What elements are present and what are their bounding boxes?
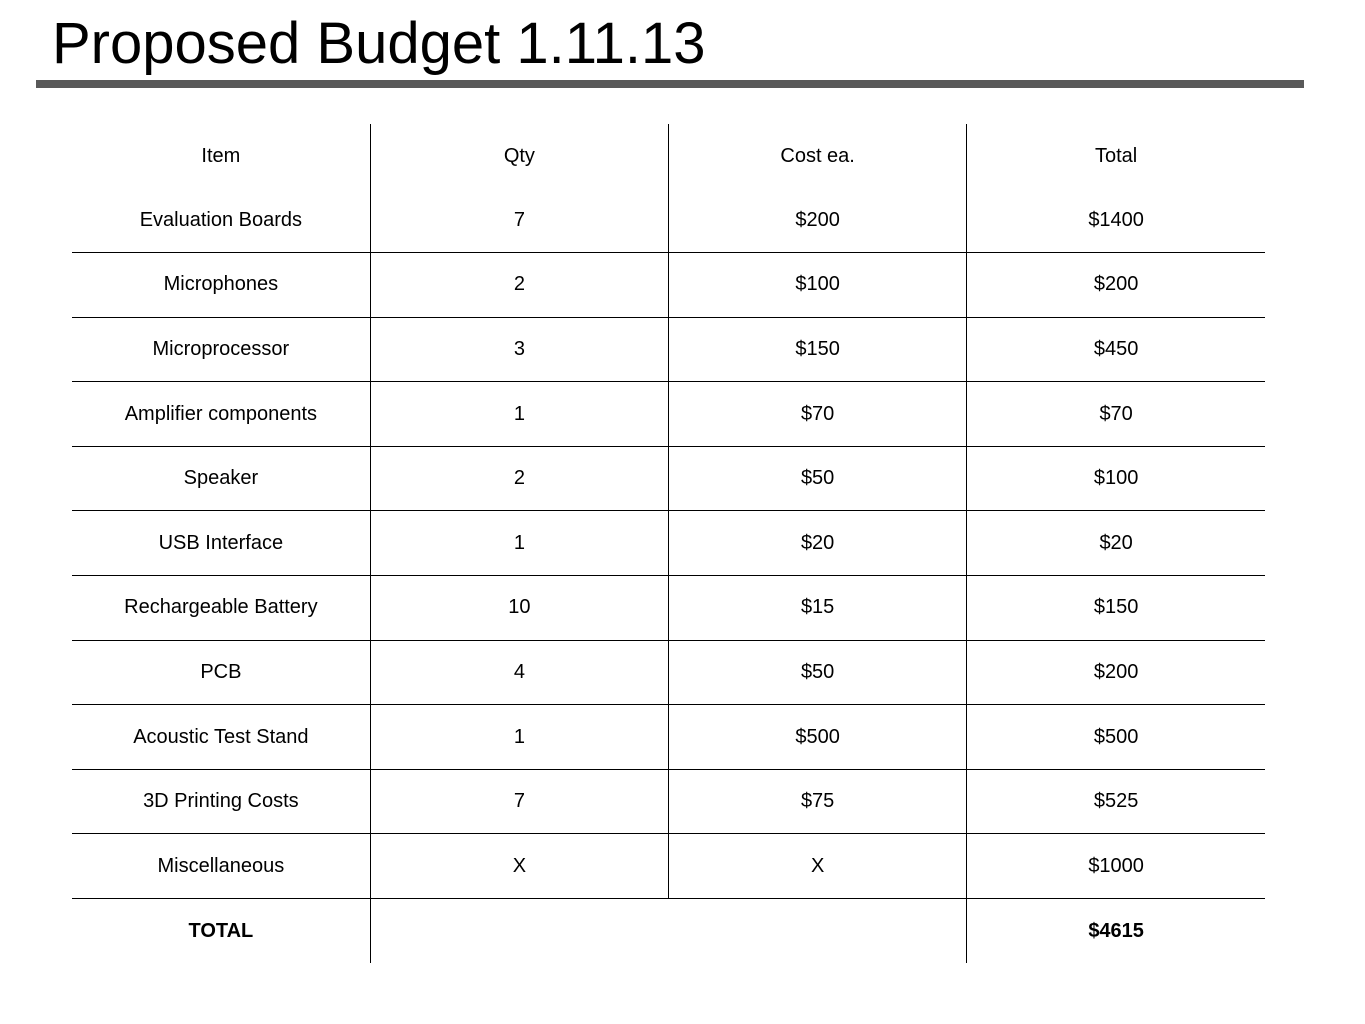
cell-qty: 2 [370,446,668,511]
table-header-row [72,124,1265,188]
cell-total: $1000 [967,834,1265,899]
table-row [72,705,1265,770]
cell-cost-each: $70 [669,382,967,447]
cell-item: 3D Printing Costs [72,769,370,834]
cell-cost-each: $200 [669,188,967,253]
cell-cost-each: $500 [669,705,967,770]
header-qty: Qty [370,124,668,188]
total-row [72,899,1265,964]
cell-cost-each: $100 [669,253,967,318]
cell-total: $525 [967,769,1265,834]
cell-qty: 7 [370,188,668,253]
cell-qty: 3 [370,317,668,382]
table-row [72,640,1265,705]
total-empty-cell [370,899,967,964]
cell-item: Microphones [72,253,370,318]
table-row [72,576,1265,641]
cell-qty: 1 [370,705,668,770]
cell-qty: X [370,834,668,899]
table-row [72,511,1265,576]
cell-qty: 7 [370,769,668,834]
cell-cost-each: $15 [669,576,967,641]
cell-total: $450 [967,317,1265,382]
cell-cost-each: $20 [669,511,967,576]
cell-item: Evaluation Boards [139,208,303,231]
cell-cost-each: $50 [669,640,967,705]
cell-cost-each: $150 [669,317,967,382]
table-row [72,317,1265,382]
header-item: Item [201,144,241,167]
table-row [72,446,1265,511]
total-label: TOTAL [72,899,370,964]
cell-item: Rechargeable Battery [72,576,370,641]
cell-item: PCB [72,640,370,705]
cell-item: Microprocessor [72,317,370,382]
cell-total: $200 [967,253,1265,318]
table-row [72,253,1265,318]
cell-qty: 2 [370,253,668,318]
slide-title: Proposed Budget 1.11.13 [52,11,706,76]
cell-total: $200 [967,640,1265,705]
cell-total: $500 [967,705,1265,770]
header-total: Total [967,124,1265,188]
cell-total: $150 [967,576,1265,641]
cell-qty: 10 [370,576,668,641]
cell-qty: 1 [370,382,668,447]
cell-total: $20 [967,511,1265,576]
cell-total: $100 [967,446,1265,511]
title-rule [36,80,1304,88]
cell-cost-each: X [669,834,967,899]
cell-qty: 1 [370,511,668,576]
cell-item: USB Interface [72,511,370,576]
cell-item: Acoustic Test Stand [72,705,370,770]
total-value: $4615 [967,899,1265,964]
cell-cost-each: $50 [669,446,967,511]
cell-total: $70 [967,382,1265,447]
cell-cost-each: $75 [669,769,967,834]
table-row [72,188,1265,253]
table-row [72,382,1265,447]
cell-item: Miscellaneous [72,834,370,899]
cell-item: Speaker [72,446,370,511]
table-row [72,834,1265,899]
budget-table [72,124,1265,963]
cell-total: $1400 [967,188,1265,253]
header-cost-each: Cost ea. [669,124,967,188]
cell-qty: 4 [370,640,668,705]
table-row [72,769,1265,834]
cell-item: Amplifier components [72,382,370,447]
